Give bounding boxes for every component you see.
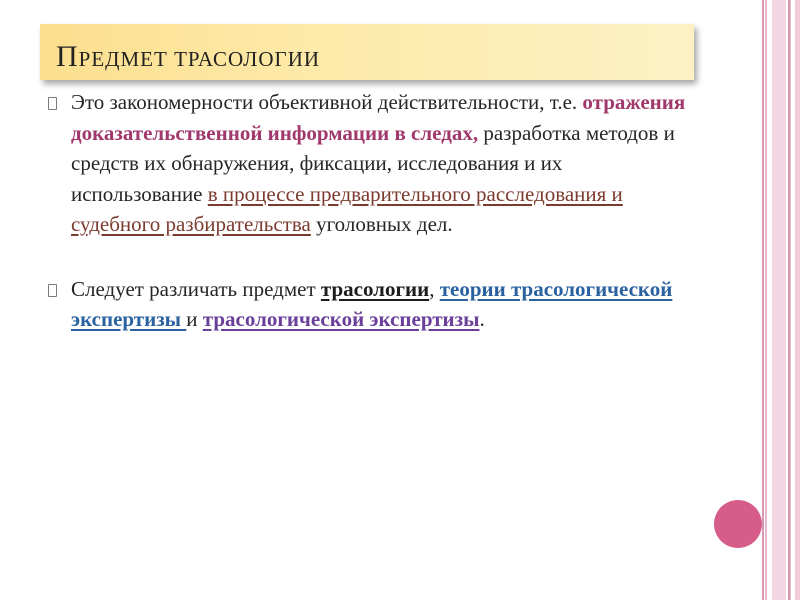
decorative-circle	[714, 500, 762, 548]
bullet-marker-icon	[48, 97, 57, 110]
slide-title	[56, 40, 320, 74]
bullet-text: Следует различать предмет	[71, 276, 321, 301]
bullet-marker-icon	[48, 284, 57, 297]
bullet-text: уголовных дел.	[310, 212, 453, 236]
hyperlink-expertise-theory[interactable]: теории трасологической экспертизы	[71, 276, 673, 331]
bullet-text: и	[186, 307, 203, 331]
hyperlink-trasology[interactable]: трасологии	[320, 276, 430, 301]
slide-title-rest: РЕДМЕТ ТРАСОЛОГИИ	[78, 47, 321, 71]
decorative-stripes	[762, 0, 800, 600]
bullet-text: .	[479, 307, 485, 331]
bullet-text: разработка методов и средств их обнаружения, фиксации, исследования и их использование	[71, 120, 675, 206]
bullet-item	[46, 274, 686, 335]
hyperlink[interactable]: в процессе предварительного расследования и судебного разбирательства	[71, 181, 623, 236]
slide-content	[46, 87, 686, 335]
decorative-stripe-line	[788, 0, 790, 600]
decorative-stripe-line	[762, 0, 764, 600]
slide-title-initial: П	[56, 40, 79, 73]
bullet-text: ,	[429, 276, 440, 301]
emphasis-text: отражения доказательственной информации в следах,	[71, 90, 686, 145]
bullet-item	[46, 87, 686, 240]
hyperlink-expertise[interactable]: трасологической экспертизы	[202, 307, 480, 331]
bullet-text: Это закономерности объективной действительности, т.е.	[71, 90, 583, 114]
